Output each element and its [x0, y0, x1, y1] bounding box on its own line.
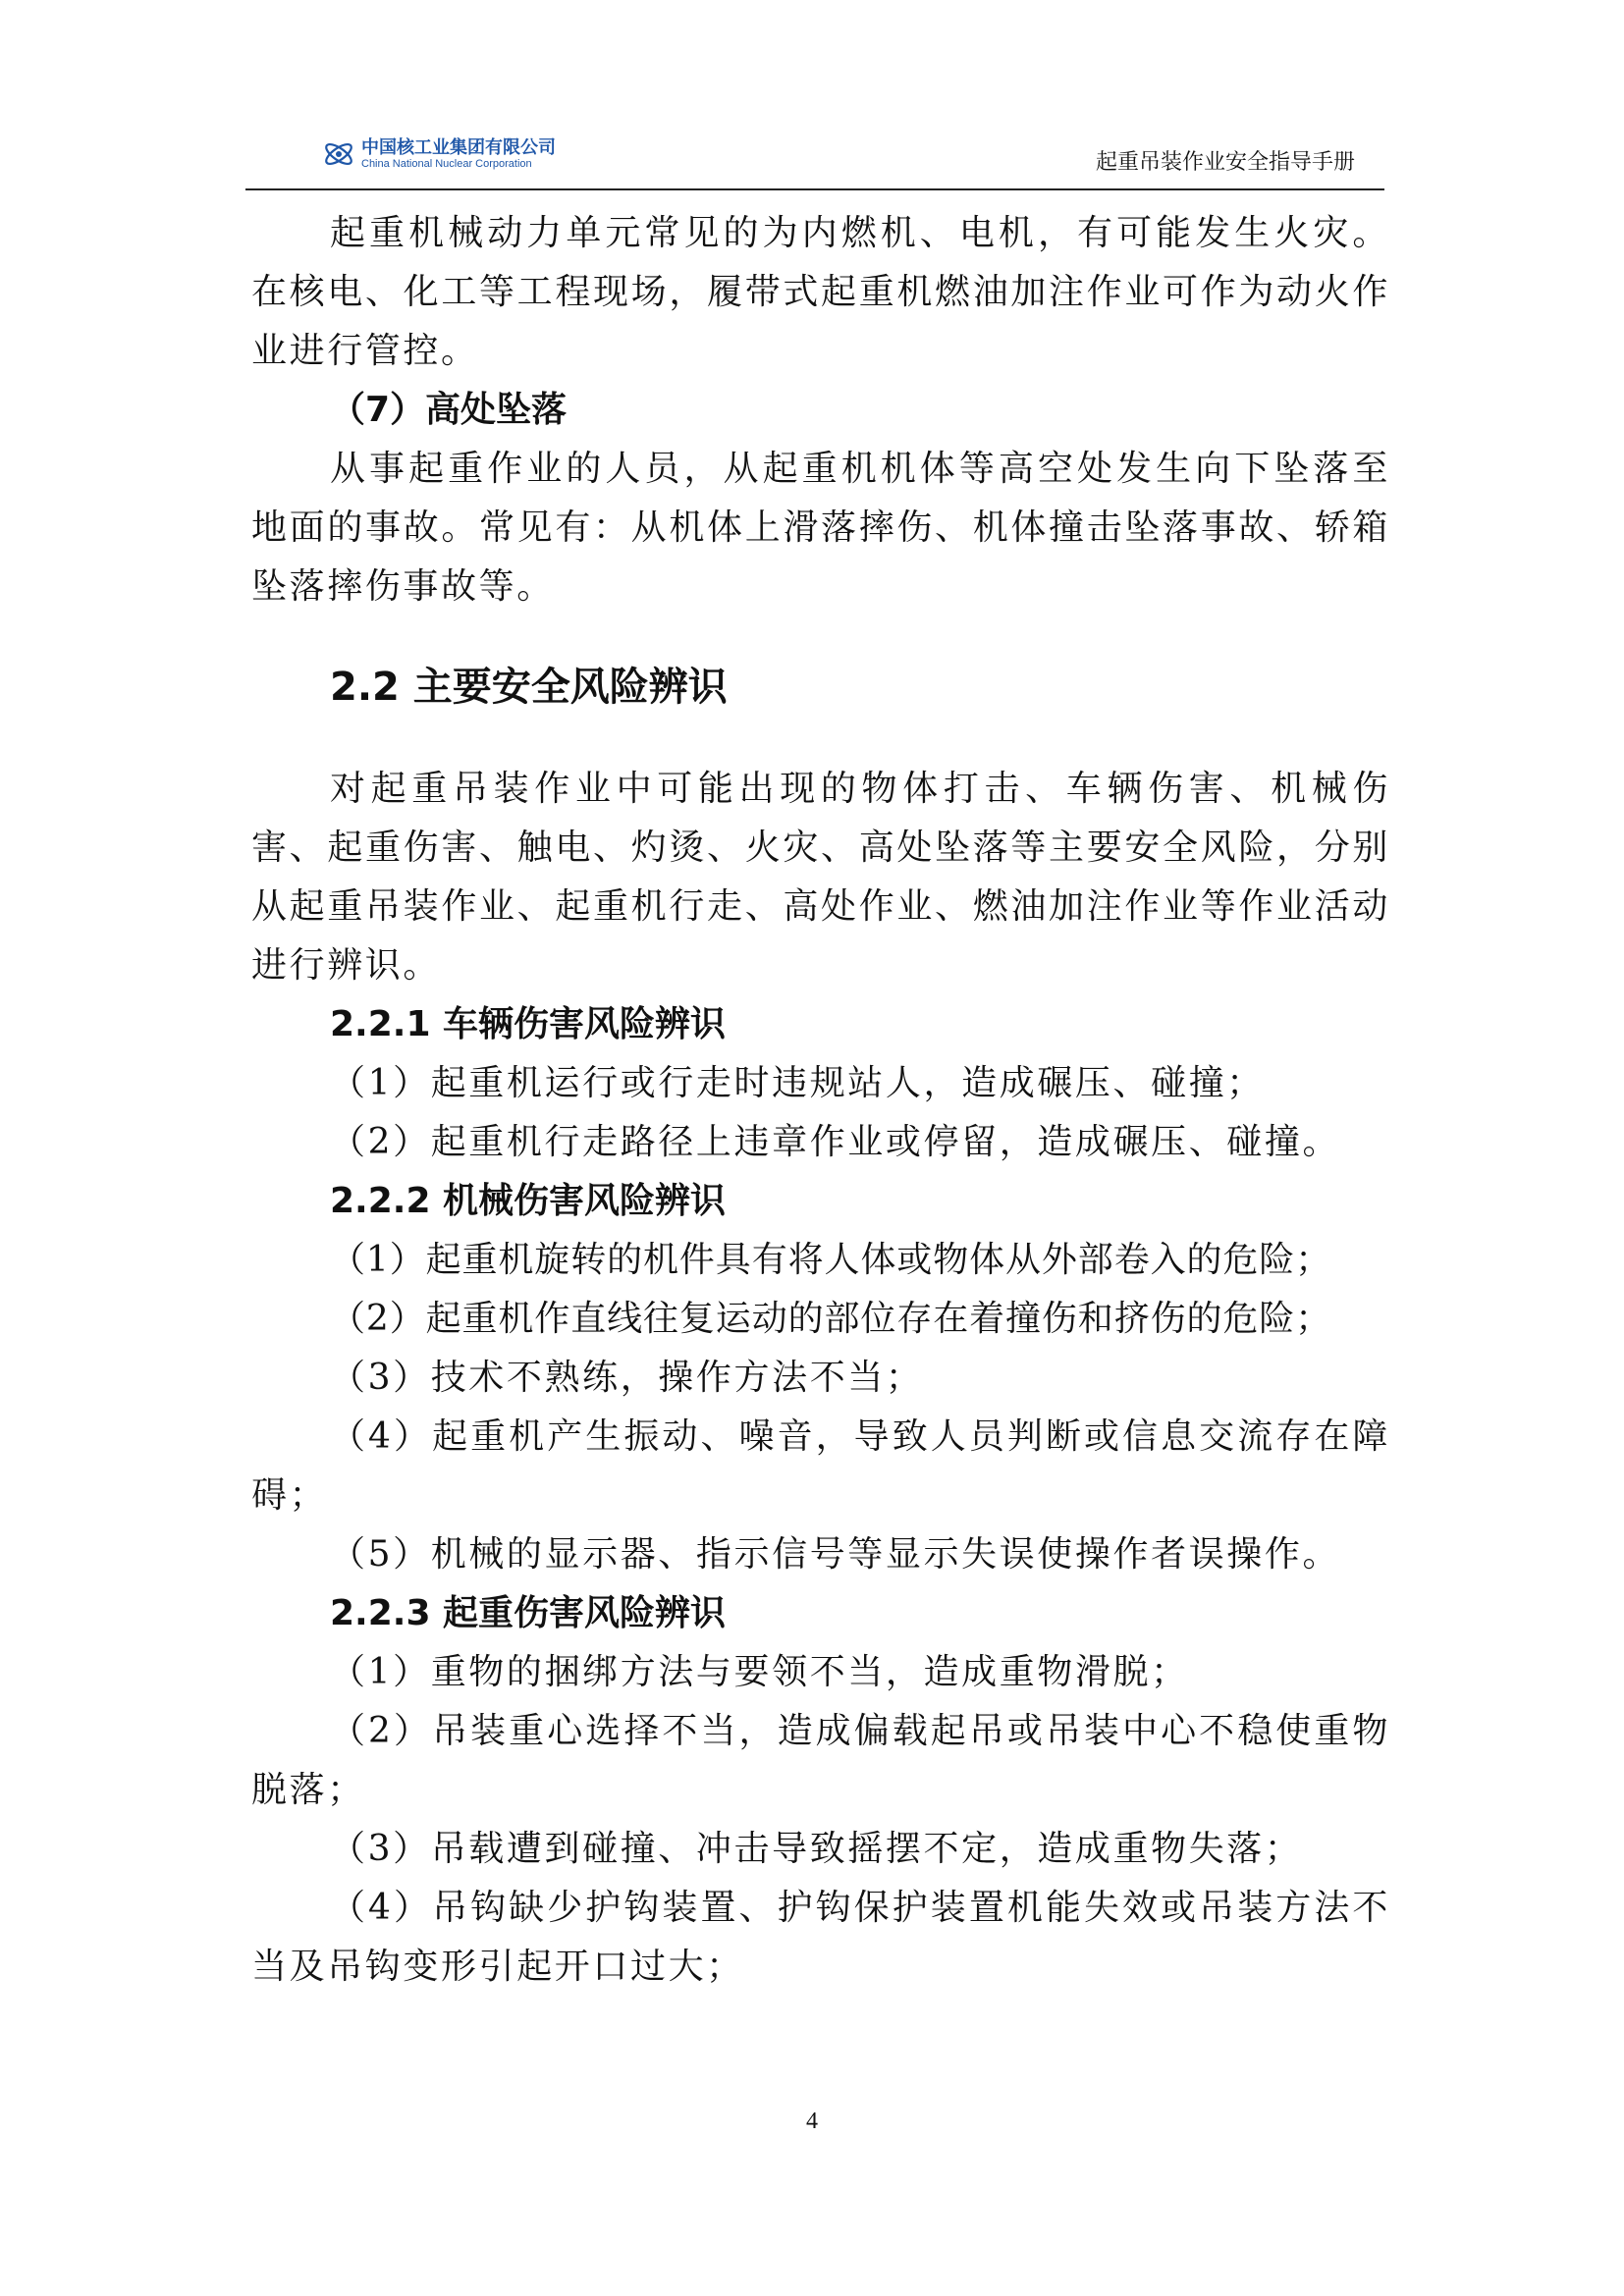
section-heading-2-2-1: 2.2.1 车辆伤害风险辨识 [330, 1004, 727, 1044]
logo-cn-text: 中国核工业集团有限公司 [361, 136, 556, 158]
header-divider [245, 188, 1384, 190]
document-title: 起重吊装作业安全指导手册 [1095, 150, 1355, 175]
list-item: （3）技术不熟练，操作方法不当； [330, 1358, 924, 1398]
list-item: （1）起重机旋转的机件具有将人体或物体从外部卷入的危险； [330, 1240, 1332, 1280]
list-item: （5）机械的显示器、指示信号等显示失误使操作者误操作。 [330, 1534, 1341, 1575]
list-item: （2）起重机行走路径上违章作业或停留，造成碾压、碰撞。 [330, 1122, 1341, 1162]
list-item: （2）起重机作直线往复运动的部位存在着撞伤和挤伤的危险； [330, 1299, 1332, 1339]
cnnc-logo [322, 137, 556, 171]
section-heading-2-2-2: 2.2.2 机械伤害风险辨识 [330, 1181, 727, 1221]
list-item: （2）吊装重心选择不当，造成偏载起吊或吊装中心不稳使重物脱落； [251, 1711, 1390, 1810]
page-header [245, 135, 1384, 190]
section-heading-2-2-3: 2.2.3 起重伤害风险辨识 [330, 1593, 727, 1633]
subheading-fall: （7）高处坠落 [330, 390, 568, 430]
paragraph-fall: 从事起重作业的人员，从起重机机体等高空处发生向下坠落至地面的事故。常见有：从机体上滑落摔伤、机体撞击坠落事故、轿箱坠落摔伤事故等。 [251, 449, 1390, 607]
page-content [251, 204, 1390, 1997]
atom-logo-icon [322, 137, 355, 171]
list-item: （4）起重机产生振动、噪音，导致人员判断或信息交流存在障碍； [251, 1416, 1390, 1516]
logo-en-text: China National Nuclear Corporation [361, 157, 532, 170]
list-item: （1）起重机运行或行走时违规站人，造成碾压、碰撞； [330, 1063, 1265, 1103]
section-heading-2-2: 2.2 主要安全风险辨识 [330, 665, 728, 710]
list-item: （3）吊载遭到碰撞、冲击导致摇摆不定，造成重物失落； [330, 1829, 1303, 1869]
list-item: （4）吊钩缺少护钩装置、护钩保护装置机能失效或吊装方法不当及吊钩变形引起开口过大； [251, 1888, 1390, 1987]
paragraph-risk-intro: 对起重吊装作业中可能出现的物体打击、车辆伤害、机械伤害、起重伤害、触电、灼烫、火灾、高处坠落等主要安全风险，分别从起重吊装作业、起重机行走、高处作业、燃油加注作业等作业活动进行辨识。 [251, 769, 1390, 986]
paragraph-fire: 起重机械动力单元常见的为内燃机、电机，有可能发生火灾。在核电、化工等工程现场，履带式起重机燃油加注作业可作为动火作业进行管控。 [251, 213, 1390, 371]
list-item: （1）重物的捆绑方法与要领不当，造成重物滑脱； [330, 1652, 1189, 1692]
page-number: 4 [806, 2109, 818, 2134]
